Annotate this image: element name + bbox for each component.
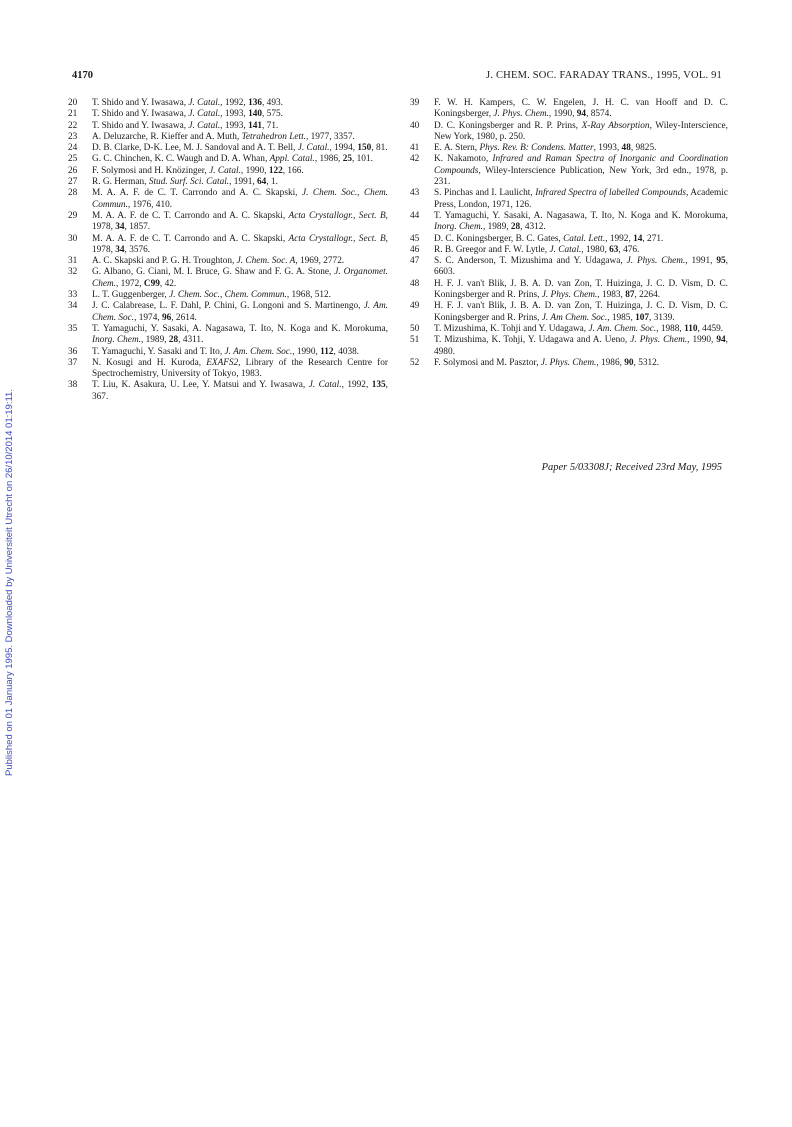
volume-number: 28 — [510, 222, 521, 233]
journal-title: J. Catal. — [188, 120, 221, 131]
reference-number: 27 — [68, 177, 78, 188]
reference-number: 49 — [410, 301, 420, 312]
citation-text: , 1993, — [220, 109, 249, 120]
reference-number: 36 — [68, 346, 78, 357]
watermark-text: Published on 01 January 1995. Downloaded by Universiteit Utrecht on 26/10/2014 01:19:11. — [3, 388, 15, 776]
reference-text — [434, 98, 728, 121]
reference-number: 50 — [410, 323, 420, 334]
journal-title: J. Am. Chem. Soc. — [224, 346, 293, 357]
citation-text: T. Shido and Y. Iwasawa, — [92, 120, 189, 131]
page-header — [72, 70, 722, 84]
citation-text: T. Shido and Y. Iwasawa, — [92, 109, 189, 120]
journal-title: J. Chem. Soc., Chem. Commun. — [92, 188, 388, 210]
reference-item — [410, 143, 728, 154]
citation-text: , 4312. — [520, 222, 546, 233]
journal-title: J. Chem. Soc., Chem. Commun. — [169, 290, 287, 301]
reference-item — [410, 324, 728, 335]
citation-text: , 9825. — [630, 143, 657, 154]
reference-text — [92, 143, 388, 154]
reference-text — [434, 211, 728, 234]
citation-text: , 476. — [618, 244, 640, 255]
volume-number: 90 — [624, 357, 634, 368]
reference-text — [92, 324, 388, 347]
citation-text: , 42. — [159, 278, 177, 289]
citation-text: L. T. Guggenberger, — [92, 290, 170, 301]
volume-number: 64 — [257, 177, 267, 188]
reference-number: 24 — [68, 143, 78, 154]
paper-received-note: Paper 5/03308J; Received 23rd May, 1995 — [541, 462, 722, 473]
reference-item — [68, 256, 388, 267]
citation-text: A. C. Skapski and P. G. H. Troughton, — [92, 256, 237, 267]
citation-text: , 1991, — [685, 256, 717, 267]
journal-title: Appl. Catal. — [269, 154, 315, 165]
reference-item — [68, 234, 388, 257]
citation-text: R. G. Herman, — [92, 177, 149, 188]
citation-text: , 1991, — [229, 177, 258, 188]
citation-text: , 4311. — [178, 335, 204, 346]
citation-text: S. C. Anderson, T. Mizushima and Y. Udagawa, — [434, 256, 627, 267]
reference-text — [92, 267, 388, 290]
reference-number: 20 — [68, 98, 78, 108]
reference-number: 31 — [68, 256, 78, 267]
journal-title: J. Phys. Chem. — [630, 335, 688, 346]
reference-number: 23 — [68, 131, 78, 142]
citation-text: D. C. Koningsberger, B. C. Gates, — [434, 233, 564, 244]
volume-number: 150 — [357, 143, 372, 154]
citation-text: T. Yamaguchi, Y. Sasaki, A. Nagasawa, T. Ito, N. Koga and K. Morokuma, — [92, 323, 388, 334]
reference-item — [68, 177, 388, 188]
reference-item — [68, 301, 388, 324]
volume-number: 14 — [633, 233, 643, 244]
citation-text: , 1994, — [329, 143, 358, 154]
citation-text: , 1986, — [314, 154, 343, 165]
citation-text: T. Mizushima, K. Tohji and Y. Udagawa, — [434, 323, 589, 334]
journal-title: J. Am Chem. Soc. — [541, 312, 608, 323]
citation-text: M. A. A. F. de C. T. Carrondo and A. C. Skapski, — [92, 188, 302, 199]
reference-item — [410, 256, 728, 279]
reference-number: 38 — [68, 380, 78, 391]
citation-text: T. Shido and Y. Iwasawa, — [92, 98, 189, 108]
reference-item — [68, 188, 388, 211]
volume-number: 87 — [625, 290, 635, 301]
reference-item — [68, 211, 388, 234]
volume-number: 48 — [621, 143, 631, 154]
citation-text: , 101. — [352, 154, 373, 165]
volume-number: 110 — [684, 323, 698, 334]
reference-item — [68, 347, 388, 358]
reference-text — [92, 347, 388, 358]
reference-number: 34 — [68, 301, 78, 312]
reference-item — [68, 267, 388, 290]
volume-number: 25 — [342, 154, 352, 165]
volume-number: 34 — [115, 222, 125, 233]
citation-text: , 4038. — [333, 346, 360, 357]
citation-text: , 1977, 3357. — [305, 131, 355, 142]
journal-title: J. Catal. — [308, 380, 342, 391]
citation-text: , 367. — [92, 380, 388, 402]
reference-text — [92, 358, 388, 381]
citation-text: , Wiley-Interscience, New York, 1980, p. 250. — [434, 120, 728, 142]
reference-text — [434, 143, 728, 154]
citation-text: , 2614. — [171, 312, 197, 323]
citation-text: R. B. Greegor and F. W. Lytle, — [434, 244, 550, 255]
reference-number: 22 — [68, 120, 78, 131]
citation-text: , 81. — [371, 143, 388, 154]
citation-text: , 1993, — [593, 143, 622, 154]
citation-text: , 1993, — [220, 120, 249, 131]
reference-number: 25 — [68, 154, 78, 165]
reference-number: 51 — [410, 335, 420, 346]
reference-text — [92, 109, 388, 120]
reference-item — [410, 335, 728, 358]
reference-text — [92, 121, 388, 132]
journal-title: J. Catal. — [297, 143, 330, 154]
citation-text: G. Albano, G. Ciani, M. I. Bruce, G. Shaw and F. G. A. Stone, — [92, 267, 335, 278]
citation-text: , 1978, — [92, 233, 388, 255]
citation-text: , 1857. — [124, 222, 151, 233]
citation-text: , 1980, — [581, 244, 610, 255]
citation-text: T. Yamaguchi, Y. Sasaki and T. Ito, — [92, 346, 225, 357]
volume-number: 94 — [576, 109, 587, 120]
reference-number: 26 — [68, 165, 78, 176]
reference-item — [68, 380, 388, 403]
reference-number: 42 — [410, 154, 420, 165]
citation-text: F. Solymosi and M. Pasztor, — [434, 357, 541, 368]
journal-title: J. Catal. — [209, 165, 241, 176]
reference-number: 35 — [68, 323, 78, 334]
journal-title: J. Phys. Chem. — [493, 109, 549, 120]
reference-text — [92, 211, 388, 234]
reference-number: 40 — [410, 120, 420, 131]
reference-text — [434, 324, 728, 335]
citation-text: D. B. Clarke, D-K. Lee, M. J. Sandoval and A. T. Bell, — [92, 143, 298, 154]
reference-item — [68, 324, 388, 347]
citation-text: , 1. — [266, 177, 278, 188]
references-right-column — [410, 98, 728, 369]
citation-text: S. Pinchas and I. Laulicht, — [434, 188, 536, 199]
reference-text — [92, 132, 388, 143]
citation-text: H. F. J. van't Blik, J. B. A. D. van Zon, T. Huizinga, J. C. D. Vism, D. C. Koningsberger and R. Prins, — [434, 278, 728, 301]
citation-text: , 1988, — [656, 323, 685, 334]
reference-item — [68, 358, 388, 381]
citation-text: , 1983, — [597, 290, 626, 301]
reference-text — [434, 279, 728, 302]
journal-title: J. Phys. Chem. — [626, 256, 686, 267]
reference-text — [434, 335, 728, 358]
volume-number: 140 — [248, 109, 263, 120]
reference-item — [68, 290, 388, 301]
reference-item — [68, 132, 388, 143]
reference-text — [92, 98, 388, 109]
citation-text: , 271. — [642, 233, 664, 244]
reference-number: 32 — [68, 267, 78, 278]
citation-text: K. Nakamoto, — [434, 154, 493, 165]
citation-text: , 1989, — [482, 222, 511, 233]
citation-text: , 2264. — [634, 290, 661, 301]
reference-item — [68, 154, 388, 165]
citation-text: , 4459. — [697, 323, 724, 334]
citation-text: , 1992, — [341, 380, 372, 391]
reference-item — [410, 234, 728, 245]
citation-text: , 6603. — [434, 256, 728, 278]
reference-item — [410, 98, 728, 121]
citation-text: T. Liu, K. Asakura, U. Lee, Y. Matsui and Y. Iwasawa, — [92, 380, 309, 391]
citation-text: , 3576. — [124, 244, 151, 255]
reference-number: 28 — [68, 188, 78, 199]
journal-title: J. Catal. — [188, 109, 221, 120]
references-left-column — [68, 98, 388, 403]
journal-title: J. Am. Chem. Soc. — [588, 323, 657, 334]
volume-number: 63 — [609, 244, 619, 255]
citation-text: , 5312. — [633, 357, 660, 368]
reference-item — [68, 121, 388, 132]
reference-number: 41 — [410, 143, 420, 154]
citation-text: , 493. — [262, 98, 283, 108]
volume-number: 136 — [248, 98, 263, 108]
journal-title: Infrared Spectra of labelled Compounds — [535, 188, 686, 199]
reference-number: 44 — [410, 210, 420, 221]
volume-number: 96 — [161, 312, 172, 323]
reference-number: 46 — [410, 244, 420, 255]
citation-text: , 1968, 512. — [286, 290, 332, 301]
citation-text: M. A. A. F. de C. T. Carrondo and A. C. Skapski, — [92, 210, 289, 221]
citation-text: , 1990, — [292, 346, 321, 357]
volume-number: 34 — [115, 244, 125, 255]
journal-title: J. Organomet. Chem. — [92, 267, 388, 289]
volume-number: 135 — [371, 380, 386, 391]
reference-text — [434, 301, 728, 324]
journal-title: EXAFS2 — [206, 357, 239, 368]
journal-title: J. Catal. — [549, 244, 582, 255]
reference-item — [410, 245, 728, 256]
citation-text: H. F. J. van't Blik, J. B. A. D. van Zon, T. Huizinga, J. C. D. Vism, D. C. Koningsberger and R. Prins, — [434, 301, 728, 323]
reference-text — [92, 301, 388, 324]
reference-item — [68, 98, 388, 109]
citation-text: M. A. A. F. de C. T. Carrondo and A. C. Skapski, — [92, 233, 289, 244]
reference-item — [410, 279, 728, 302]
citation-text: , 575. — [262, 109, 283, 120]
citation-text: F. Solymosi and H. Knözinger, — [92, 165, 210, 176]
journal-title: J. Am. Chem. Soc. — [92, 301, 388, 323]
citation-text: , 3139. — [649, 312, 675, 323]
reference-item — [410, 301, 728, 324]
reference-text — [92, 177, 388, 188]
reference-text — [434, 358, 728, 369]
reference-item — [410, 358, 728, 369]
citation-text: , 71. — [262, 120, 279, 131]
citation-text: , 166. — [282, 165, 304, 176]
reference-item — [410, 154, 728, 188]
journal-title: J. Chem. Soc. A — [236, 256, 296, 267]
citation-text: N. Kosugi and H. Kuroda, — [92, 357, 207, 368]
reference-text — [434, 154, 728, 188]
citation-text: T. Mizushima, K. Tohji, Y. Udagawa and A. Ueno, — [434, 335, 631, 346]
reference-number: 30 — [68, 233, 78, 244]
volume-number: 122 — [268, 165, 283, 176]
reference-item — [68, 166, 388, 177]
journal-title: Catal. Lett. — [563, 233, 606, 244]
citation-text: , 1974, — [134, 312, 162, 323]
citation-text: , 1986, — [596, 357, 625, 368]
reference-number: 47 — [410, 256, 420, 267]
journal-title: Phys. Rev. B: Condens. Matter — [479, 143, 594, 154]
page-number: 4170 — [72, 70, 93, 81]
journal-title: Acta Crystallogr., Sect. B — [288, 210, 386, 221]
volume-number: 94 — [716, 335, 726, 346]
volume-number: 28 — [168, 335, 179, 346]
citation-text: , 4980. — [434, 335, 728, 357]
citation-text: E. A. Stern, — [434, 143, 480, 154]
citation-text: F. W. H. Kampers, C. W. Engelen, J. H. C. van Hooff and D. C. Koningsberger, — [434, 98, 728, 120]
journal-title: Inorg. Chem. — [434, 222, 483, 233]
reference-text — [92, 154, 388, 165]
citation-text: , 1976, 410. — [127, 199, 173, 210]
reference-text — [92, 256, 388, 267]
reference-number: 33 — [68, 290, 78, 301]
citation-text: , 1992, — [605, 233, 634, 244]
reference-number: 52 — [410, 357, 420, 368]
reference-text — [434, 188, 728, 211]
journal-title: Acta Crystallogr., Sect. B — [288, 233, 386, 244]
citation-text: D. C. Koningsberger and R. P. Prins, — [434, 120, 582, 131]
journal-title: J. Catal. — [188, 98, 221, 108]
citation-text: T. Yamaguchi, Y. Sasaki, A. Nagasawa, T. Ito, N. Koga and K. Morokuma, — [434, 210, 728, 221]
volume-number: 107 — [635, 312, 650, 323]
citation-text: A. Deluzarche, R. Kieffer and A. Muth, — [92, 131, 242, 142]
reference-item — [68, 109, 388, 120]
journal-title: Tetrahedron Lett. — [241, 131, 306, 142]
reference-text — [92, 188, 388, 211]
reference-text — [434, 234, 728, 245]
reference-item — [410, 188, 728, 211]
citation-text: , 8574. — [586, 109, 612, 120]
reference-number: 37 — [68, 357, 78, 368]
citation-text: , 1990, — [687, 335, 717, 346]
reference-text — [92, 234, 388, 257]
journal-running-head: J. CHEM. SOC. FARADAY TRANS., 1995, VOL. 91 — [486, 70, 722, 81]
reference-number: 45 — [410, 233, 420, 244]
journal-title: Infrared and Raman Spectra of Inorganic and Coordination Compounds — [434, 154, 728, 176]
download-watermark — [2, 388, 16, 776]
reference-item — [410, 121, 728, 144]
reference-number: 48 — [410, 278, 420, 289]
reference-item — [68, 143, 388, 154]
citation-text: , Academic Press, London, 1971, 126. — [434, 188, 728, 210]
volume-number: C99 — [143, 278, 160, 289]
journal-title: J. Phys. Chem. — [541, 290, 598, 301]
reference-text — [92, 166, 388, 177]
journal-title: Stud. Surf. Sci. Catal. — [148, 177, 230, 188]
citation-text: G. C. Chinchen, K. C. Waugh and D. A. Whan, — [92, 154, 270, 165]
citation-text: , Wiley-Interscience Publication, New York, 3rd edn., 1978, p. 231. — [434, 165, 728, 188]
reference-item — [410, 211, 728, 234]
citation-text: , Library of the Research Centre for Spectrochemistry, University of Tokyo, 1983. — [92, 357, 388, 380]
citation-text: , 1992, — [220, 98, 249, 108]
volume-number: 141 — [248, 120, 263, 131]
reference-text — [92, 290, 388, 301]
journal-title: J. Phys. Chem. — [540, 357, 597, 368]
citation-text: , 1969, 2772. — [295, 256, 345, 267]
reference-text — [434, 256, 728, 279]
citation-text: , 1990, — [240, 165, 269, 176]
citation-text: , 1990, — [548, 109, 577, 120]
citation-text: , 1985, — [607, 312, 636, 323]
citation-text: , 1972, — [116, 278, 144, 289]
volume-number: 112 — [320, 346, 334, 357]
reference-number: 43 — [410, 188, 420, 199]
reference-text — [92, 380, 388, 403]
citation-text: J. C. Calabrease, L. F. Dahl, P. Chini, G. Longoni and S. Martinengo, — [92, 301, 364, 312]
reference-text — [434, 245, 728, 256]
journal-title: X-Ray Absorption — [581, 120, 650, 131]
reference-number: 29 — [68, 210, 78, 221]
citation-text: , 1978, — [92, 210, 388, 233]
citation-text: , 1989, — [140, 335, 169, 346]
reference-number: 39 — [410, 98, 420, 108]
journal-title: Inorg. Chem. — [92, 335, 141, 346]
volume-number: 95 — [716, 256, 726, 267]
reference-text — [434, 121, 728, 144]
reference-number: 21 — [68, 109, 78, 120]
